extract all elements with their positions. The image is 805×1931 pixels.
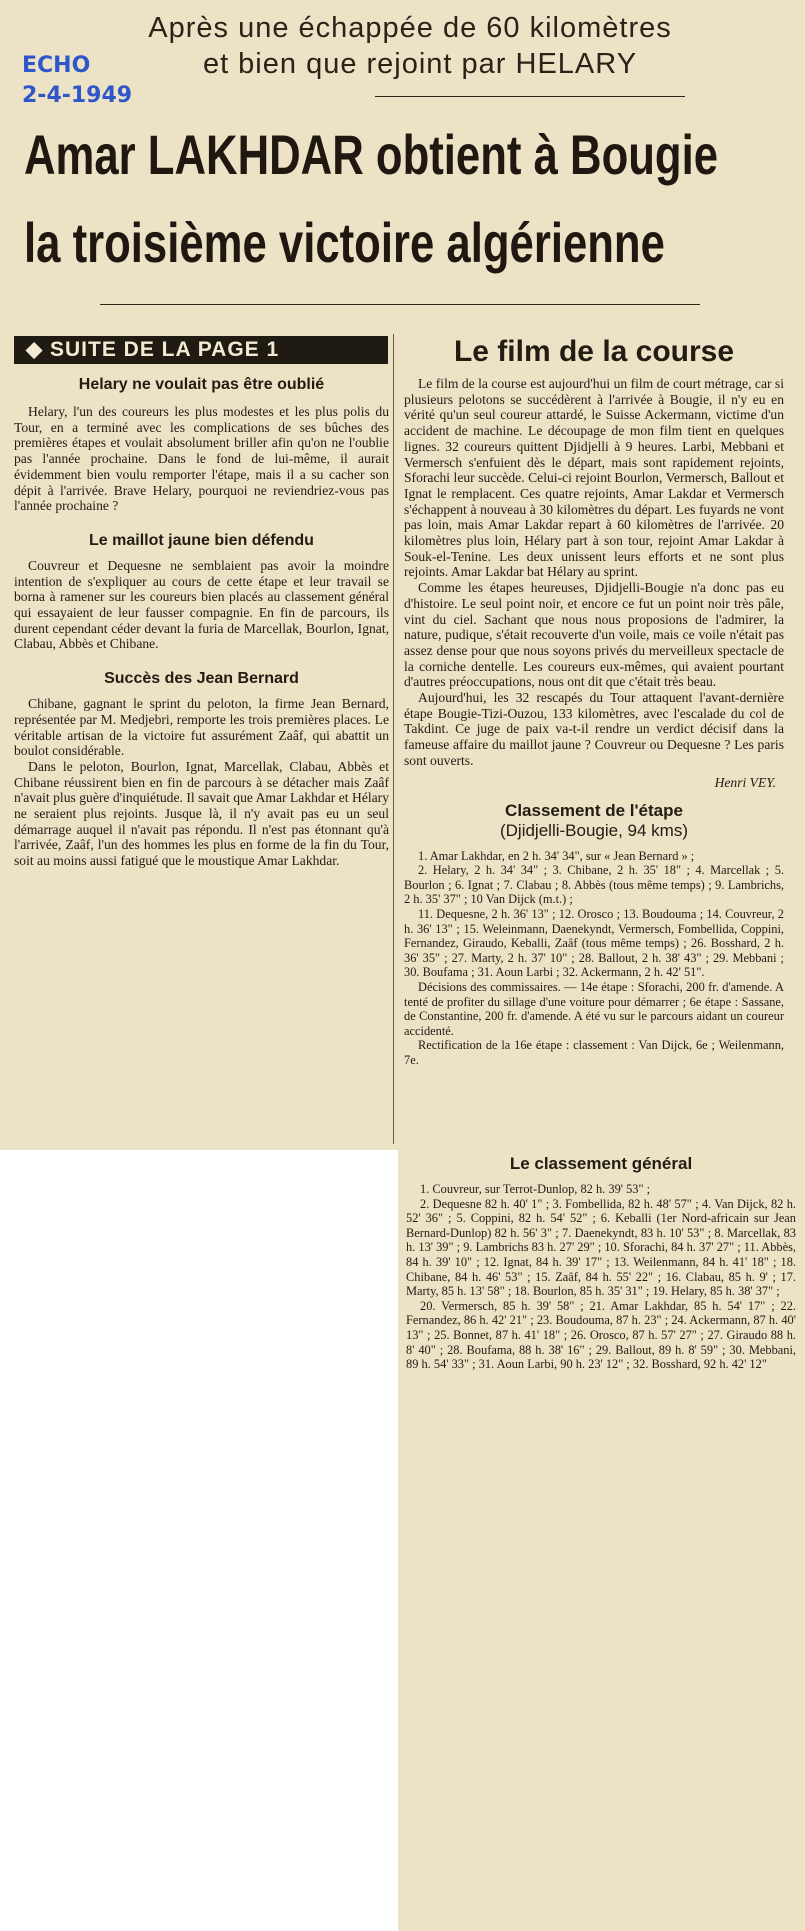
stage-winner: 1. Amar Lakhdar, en 2 h. 34' 34", sur « Jean Bernard » ; <box>418 848 695 863</box>
general-ranking-2: 20. Vermersch, 85 h. 39' 58" ; 21. Amar Lakhdar, 85 h. 54' 17" ; 22. Fernandez, 86 h. 42' 21" ; 23. Boudouma, 87 h. 23" ; 24. Ackermann, 87 h. 40' 13" ; 25. Bonnet, 87 h. 41' 18" ; 26. Orosco, 87 h. 57' 27" ; 27. Giraudo 88 h. 8' 40" ; 28. Boufama, 88 h. 38' 16" ; 29. Ballout, 89 h. 8' 59" ; 30. Mebbani, 89 h. 54' 33" ; 31. Aoun Larbi, 90 h. 23' 12" ; 32. Bosshard, 92 h. 42' 12" <box>406 1298 796 1372</box>
stamp-date: 2-4-1949 <box>22 83 133 108</box>
left-column <box>14 376 389 869</box>
stamp-paper: ECHO <box>22 53 91 78</box>
author-signature: Henri VEY. <box>714 774 776 790</box>
film-paragraph-2: Comme les étapes heureuses, Djidjelli-Bougie n'a donc pas eu d'histoire. Le seul point noir, et encore ce fut un point noir très pâle, vint du ciel. Sachant que nous nous proposions de l'admirer, la nature, pudique, s'était recouverte d'un voile, mais ce voile n'était pas assez dense pour que nous soyons privés du merveilleux spectacle de la corniche dentelle. Les coureurs eux-mêmes, qui avaient pourtant d'autres préoccupations, nous ont dit que c'était très beau. <box>404 580 784 690</box>
kicker-line-2: et bien que rejoint par HELARY <box>202 48 638 80</box>
general-results-title: Le classement général <box>509 1154 693 1173</box>
headline-line-2: la troisième victoire algérienne <box>24 211 665 274</box>
headline-line-1: Amar LAKHDAR obtient à Bougie <box>24 123 719 186</box>
stage-results-title: Classement de l'étape <box>505 800 683 820</box>
commissaires-decisions: Décisions des commissaires. — 14e étape : Sforachi, 200 fr. d'amende. A tenté de profiter du sillage d'une voiture pour démarrer ; 6e étape : Sassane, de Constantine, 200 fr. d'amende. A été vu sur le parcours aidant un coureur accidenté. <box>404 979 784 1038</box>
headline-rule <box>100 304 700 305</box>
stage-ranking-2: 11. Dequesne, 2 h. 36' 13" ; 12. Orosco ; 13. Boudouma ; 14. Couvreur, 2 h. 36' 13" ; 15. Weleinmann, Daenekyndt, Vermersch, Fombellida, Coppini, Fernandez, Giraudo, Keballi, Zaâf (tous même temps) ; 26. Bosshard, 2 h. 36' 35" ; 27. Marty, 2 h. 37' 10" ; 28. Ballout, 2 h. 38' 43" ; 29. Mebbani ; 30. Boufama ; 31. Aoun Larbi ; 32. Ackermann, 2 h. 42' 51". <box>404 906 784 980</box>
newspaper-clipping-lower <box>398 1150 805 1931</box>
film-paragraph-1: Le film de la course est aujourd'hui un film de court métrage, car si plusieurs pelotons se succédèrent à l'arrivée à Bougie, il n'y eu en vérité qu'un seul coureur attardé, le Suisse Ackermann, victime d'un accident de machine. Le découpage de mon film tient en quelques lignes. 32 coureurs quittent Djidjelli à 9 heures. Larbi, Mebbani et Vermersch s'enfuient dès le départ, mais sont rapidement rejoints, Sforachi leur succède. Celui-ci rejoint Bourlon, Vermersch, Ballout et Ignat le remplacent. Ces quatre rejoints, Amar Lakdar et Vermersch s'échappent à nouveau à 30 kilomètres du départ. Les fuyards ne vont pas loin, mais Amar Lakdar repart à 60 kilomètres de l'arrivée. 20 kilomètres plus loin, Hélary part à son tour, rejoint Amar Lakdar à Souk-el-Tenine. Les deux unissent leurs efforts et ne sont plus rejoints. Amar Lakdar bat Hélary au sprint. <box>404 376 784 580</box>
paragraph-helary: Helary, l'un des coureurs les plus modestes et les plus polis du Tour, en a terminé avec les complications de ses bûches des premières étapes et voulait absolument briller afin qu'on ne l'oublie pas l'année prochaine. Dans le fond de lui-même, il aurait évidemment bien voulu remporter l'étape, mais il a su cacher son dépit à l'arrivée. Brave Helary, pourquoi ne reviendriez-vous pas l'année prochaine ? <box>14 404 389 514</box>
general-ranking-1: 2. Dequesne 82 h. 40' 1" ; 3. Fombellida, 82 h. 48' 57" ; 4. Van Dijck, 82 h. 52' 36" ; 5. Coppini, 82 h. 54' 52" ; 6. Keballi (1er Nord-africain sur Jean Bernard-Dunlop) 82 h. 56' 3" ; 7. Daenekyndt, 83 h. 10' 53" ; 8. Marcellak, 83 h. 13' 39" ; 9. Lambrichs 83 h. 27' 29" ; 10. Sforachi, 84 h. 37' 27" ; 11. Abbès, 84 h. 39' 10" ; 12. Ignat, 84 h. 39' 17" ; 13. Weilenmann, 84 h. 41' 18" ; 18. Chibane, 84 h. 46' 53" ; 15. Zaâf, 84 h. 55' 22" ; 16. Clabau, 85 h. 9' ; 17. Marty, 85 h. 13' 58" ; 18. Bourlon, 85 h. 35' 31" ; 19. Helary, 85 h. 38' 37" ; <box>406 1196 797 1299</box>
kicker-line-1: Après une échappée de 60 kilomètres <box>148 12 672 44</box>
general-leader: 1. Couvreur, sur Terrot-Dunlop, 82 h. 39' 53" ; <box>420 1182 651 1196</box>
general-classification <box>406 1154 796 1372</box>
stage-rectification: Rectification de la 16e étape : classement : Van Dijck, 6e ; Weilenmann, 7e. <box>404 1038 784 1067</box>
paragraph-jean-bernard-1: Chibane, gagnant le sprint du peloton, la firme Jean Bernard, représentée par M. Medjebri, remporte les trois premières places. Le véritable artisan de la victoire fut assurément Zaâf, qui abattit un boulot considérable. <box>14 696 389 759</box>
film-paragraph-3: Aujourd'hui, les 32 rescapés du Tour attaquent l'avant-dernière étape Bougie-Tizi-Ouzou, 133 kilomètres, avec l'escalade du col de Takdint. Ce juge de paix va-t-il rendre un verdict décisif dans la fameuse affaire du maillot jaune ? Couvreur ou Dequesne ? Les paris sont ouverts. <box>404 690 784 768</box>
film-title: Le film de la course <box>453 335 735 368</box>
stage-results-subtitle: (Djidjelli-Bougie, 94 kms) <box>499 820 688 840</box>
continued-banner: ◆ SUITE DE LA PAGE 1 <box>14 336 388 364</box>
stage-ranking-1: 2. Helary, 2 h. 34' 34" ; 3. Chibane, 2 h. 35' 18" ; 4. Marcellak ; 5. Bourlon ; 6. Ignat ; 7. Clabau ; 8. Abbès (tous même temps) ; 9. Lambrichs, 2 h. 35' 37" ; 10 Van Dijck (m.t.) ; <box>404 863 784 907</box>
paragraph-maillot: Couvreur et Dequesne ne semblaient pas avoir la moindre intention de s'expliquer au cours de cette étape et leur travail se borna à ramener sur les coureurs bien placés au classement général qui essayaient de leur fausser compagnie. En fin de parcours, ils durent cependant céder devant la furia de Marcellak, Bourlon, Ignat, Clabau, Abbès et Chibane. <box>14 557 389 652</box>
section-title-jean-bernard: Succès des Jean Bernard <box>104 670 299 688</box>
section-title-maillot: Le maillot jaune bien défendu <box>89 531 314 549</box>
kicker-rule <box>375 96 685 97</box>
right-column <box>404 334 784 1067</box>
section-title-helary: Helary ne voulait pas être oublié <box>78 376 325 393</box>
column-divider <box>393 334 394 1144</box>
paragraph-jean-bernard-2: Dans le peloton, Bourlon, Ignat, Marcellak, Clabau, Abbès et Chibane réussirent bien en fin de parcours à se détacher mais Zaâf n'avait plus guère d'inquiétude. Il savait que Amar Lakhdar et Hélary ne seraient plus rejoints. Jusque là, il n'y avait pas eu un seul démarrage auquel il n'avait pas répondu. Il n'est pas étonnant qu'à l'arrivée, Zaâf, l'un des hommes les plus en forme de la fin du Tour, soit au moins aussi fatigué que le moustique Amar Lakhdar. <box>14 758 389 869</box>
